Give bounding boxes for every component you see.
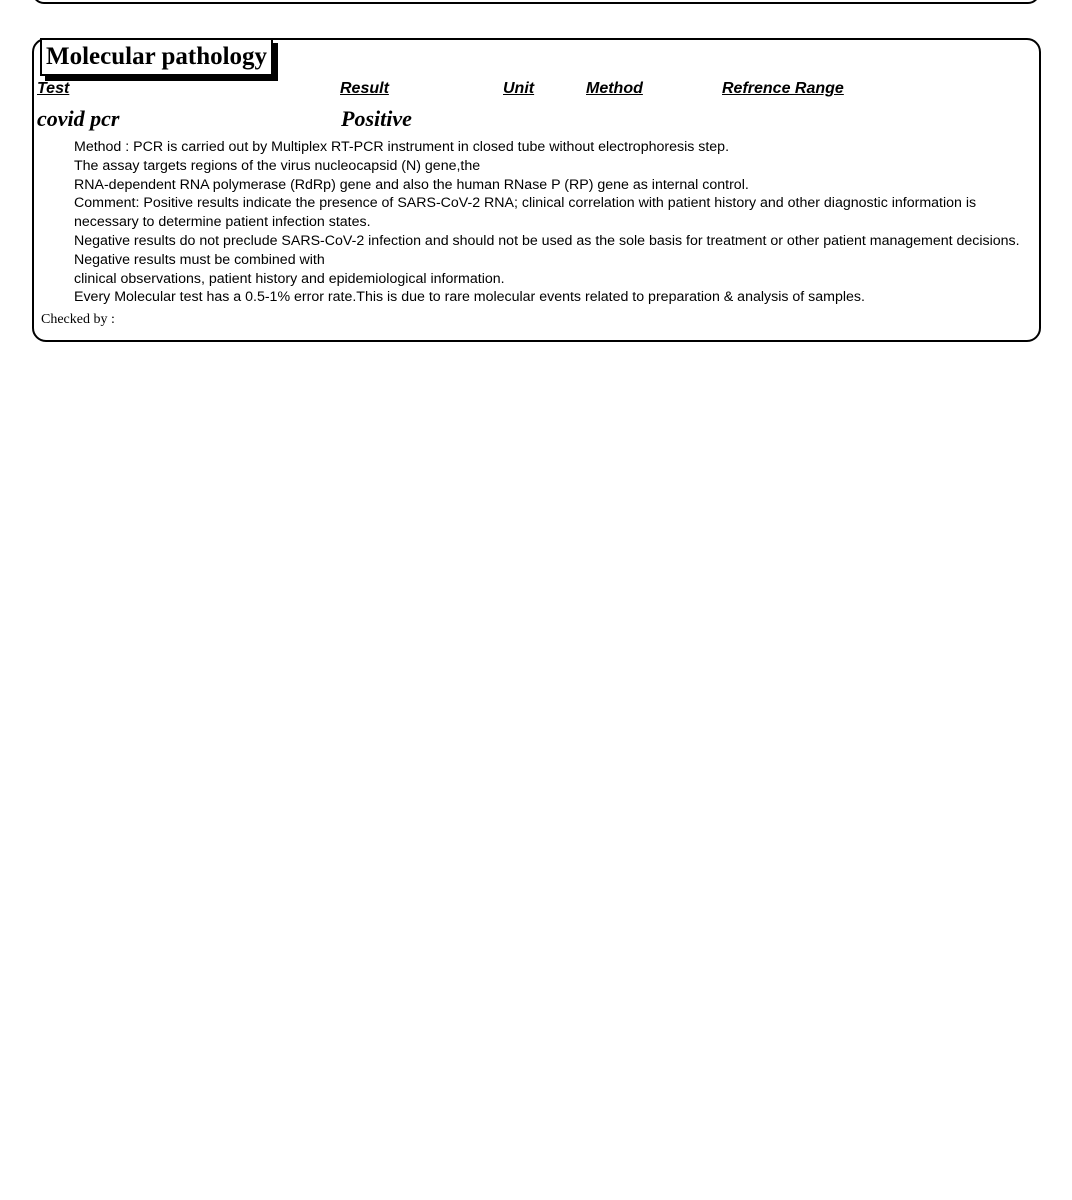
column-header-reference-range: Refrence Range (722, 80, 844, 97)
previous-section-border (32, 0, 1040, 4)
test-result: Positive (341, 106, 412, 131)
checked-by-label: Checked by : (41, 312, 115, 327)
test-name: covid pcr (37, 106, 120, 131)
note-line: clinical observations, patient history and epidemiological information. (74, 270, 505, 287)
note-line: Method : PCR is carried out by Multiplex RT-PCR instrument in closed tube without electrophoresis step. (74, 139, 730, 155)
column-header-method: Method (586, 80, 643, 97)
note-line: Comment: Positive results indicate the presence of SARS-CoV-2 RNA; clinical correlation with patient history and other diagnostic information is necessary to determine patient infection states. (74, 195, 977, 231)
note-line: The assay targets regions of the virus nucleocapsid (N) gene,the (74, 157, 481, 174)
note-line: Every Molecular test has a 0.5-1% error rate.This is due to rare molecular events related to preparation & analysis of samples. (74, 289, 865, 306)
note-line: Negative results do not preclude SARS-CoV-2 infection and should not be used as the sole basis for treatment or other patient management decisions. Negative results must be combined with (74, 232, 1020, 268)
section-title: Molecular pathology (40, 38, 273, 76)
column-header-unit: Unit (503, 80, 535, 97)
column-header-test: Test (37, 80, 70, 97)
column-header-result: Result (340, 80, 389, 97)
note-line: RNA-dependent RNA polymerase (RdRp) gene and also the human RNase P (RP) gene as internal control. (74, 176, 749, 193)
method-notes (74, 138, 1029, 307)
